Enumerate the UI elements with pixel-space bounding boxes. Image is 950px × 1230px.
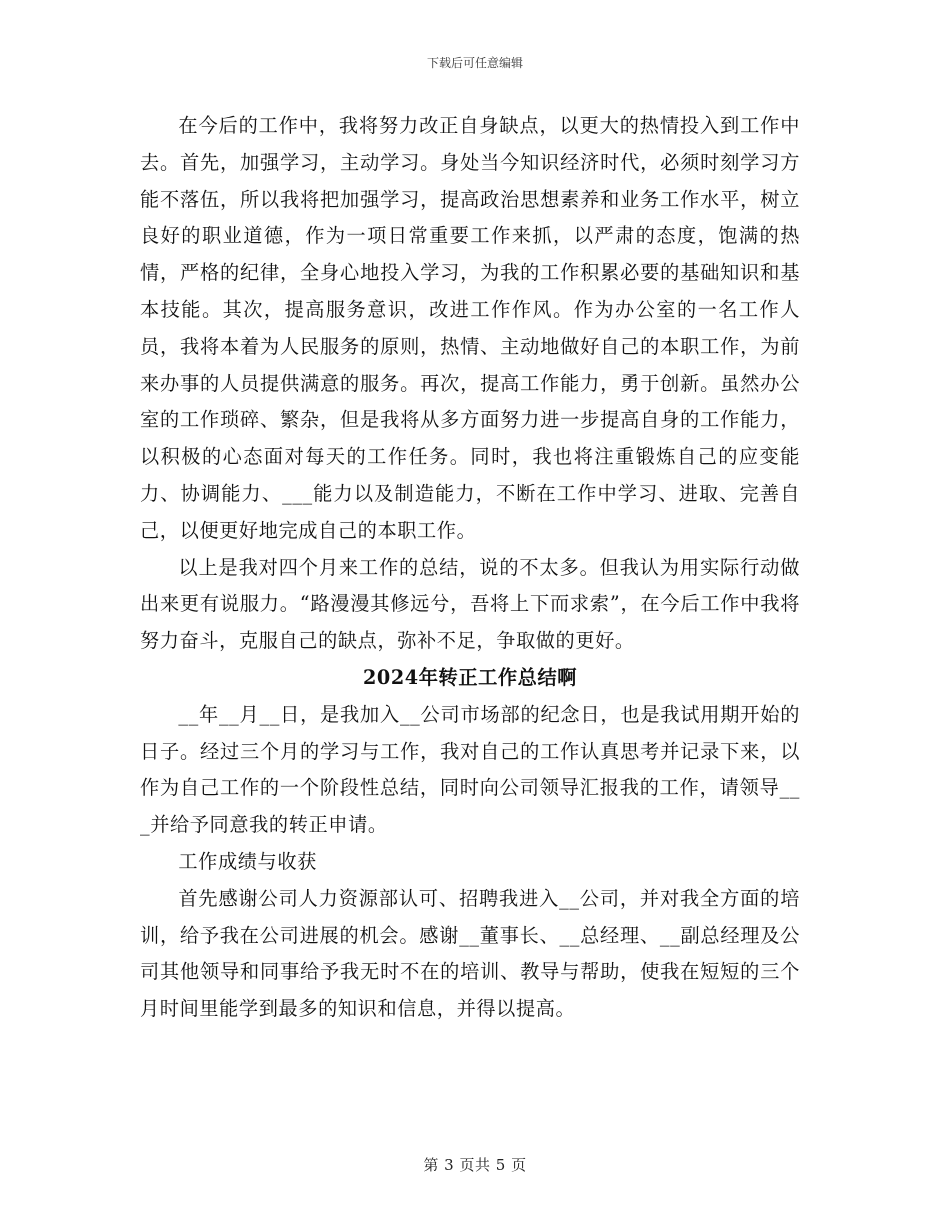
paragraph-summary-closing: 以上是我对四个月来工作的总结，说的不太多。但我认为用实际行动做出来更有说服力。“路漫漫其修远兮，吾将上下而求索”，在今后工作中我将努力奋斗，克服自己的缺点，弥补不足，争取做的更好。 — [140, 555, 800, 653]
paragraph-thanks: 首先感谢公司人力资源部认可、招聘我进入__公司，并对我全方面的培训，给予我在公司进展的机会。感谢__董事长、__总经理、__副总经理及公司其他领导和同事给予我无时不在的培训、教导与帮助，使我在短短的三个月时间里能学到最多的知识和信息，并得以提高。 — [140, 886, 800, 1021]
page-header-note: 下载后可任意编辑 — [426, 56, 523, 70]
paragraph-intro: __年__月__日，是我加入__公司市场部的纪念日，也是我试用期开始的日子。经过三个月的学习与工作，我对自己的工作认真思考并记录下来，以作为自己工作的一个阶段性总结，同时向公司领导汇报我的工作，请领导___并给予同意我的转正申请。 — [140, 702, 800, 837]
page-number: 第 3 页共 5 页 — [423, 1156, 527, 1174]
document-title: 2024年转正工作总结啊 — [362, 665, 578, 689]
paragraph-future-work: 在今后的工作中，我将努力改正自身缺点，以更大的热情投入到工作中去。首先，加强学习，主动学习。身处当今知识经济时代，必须时刻学习方能不落伍，所以我将把加强学习，提高政治思想素养和业务工作水平，树立良好的职业道德，作为一项日常重要工作来抓，以严肃的态度，饱满的热情，严格的纪律，全身心地投入学习，为我的工作积累必要的基础知识和基本技能。其次，提高服务意识，改进工作作风。作为办公室的一名工作人员，我将本着为人民服务的原则，热情、主动地做好自己的本职工作，为前来办事的人员提供满意的服务。再次，提高工作能力，勇于创新。虽然办公室的工作琐碎、繁杂，但是我将从多方面努力进一步提高自身的工作能力，以积极的心态面对每天的工作任务。同时，我也将注重锻炼自己的应变能力、协调能力、___能力以及制造能力，不断在工作中学习、进取、完善自己，以便更好地完成自己的本职工作。 — [140, 114, 800, 542]
document-body — [140, 108, 800, 1028]
section-heading: 工作成绩与收获 — [178, 849, 317, 873]
